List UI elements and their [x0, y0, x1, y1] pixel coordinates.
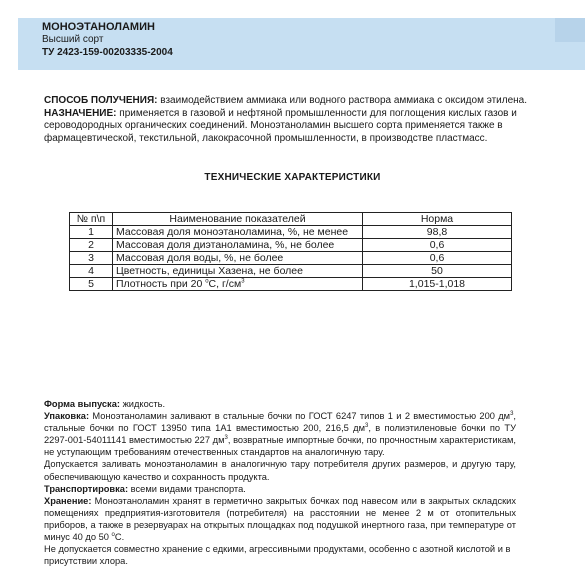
packaging-label: Упаковка: — [44, 411, 90, 422]
release-form-label: Форма выпуска: — [44, 399, 120, 409]
storage-note: Не допускается совместно хранение с едкими, агрессивными продуктами, особенно с азотной кислотой и в присутствии хлора. — [44, 544, 511, 567]
table-row — [70, 239, 512, 252]
header-name: Наименование показателей — [113, 213, 363, 226]
row-norm: 50 — [363, 265, 512, 278]
release-form — [44, 398, 516, 410]
spec-title: ТЕХНИЧЕСКИЕ ХАРАКТЕРИСТИКИ — [204, 172, 381, 183]
product-standard: ТУ 2423-159-00203335-2004 — [42, 47, 173, 58]
packaging-text: , стальные бочки по ГОСТ 13950 типа 1А1 вместимостью 200, 216,5 дм — [44, 411, 516, 434]
row-num: 2 — [70, 239, 113, 252]
row-num: 1 — [70, 226, 113, 239]
transport-label: Транспортировка: — [44, 483, 129, 494]
header-num: № п\п — [70, 213, 113, 226]
table-row — [70, 278, 512, 291]
packaging-text: , возвратные импортные бочки, по прочностным характеристикам, не уступающим требованиям отечественных стандартов на аналогичную тару. — [44, 435, 516, 458]
cubic-superscript: 3 — [224, 435, 228, 442]
purpose-text: применяется в газовой и нефтяной промышленности для поглощения кислых газов и сероводородных органических соединений. Моноэтаноламин высшего сорта применяется также в фармацевтической, текстильной, лакокрасочной промышленности, в производстве пластмасс. — [44, 107, 517, 144]
table-row — [70, 226, 512, 239]
row-name — [113, 278, 363, 291]
row-name: Массовая доля моноэтаноламина, %, не менее — [113, 226, 363, 239]
storage-text: С. — [114, 532, 125, 543]
row-num: 5 — [70, 278, 113, 291]
degree-mark: о — [205, 278, 209, 285]
purpose-label: НАЗНАЧЕНИЕ: — [44, 107, 117, 119]
transport-text: всеми видами транспорта. — [128, 483, 246, 494]
packaging-extra: Допускается заливать моноэтаноламин в аналогичную тару потребителя других размеров, и другую тару, обеспечивающую качество и сохранность продукта. — [44, 459, 516, 482]
table-row — [70, 252, 512, 265]
row-num: 4 — [70, 265, 113, 278]
storage-text: Моноэтаноламин хранят в герметично закрытых бочках под навесом или в закрытых складских помещениях предприятия-изготовителя (потребителя) на расстоянии не менее 2 м от отопительных приборов, а также в резервуарах на открытых площадках под подушкой инертного газа, при температуре от минус 40 до 50 — [44, 495, 516, 543]
packaging — [44, 410, 516, 458]
production-method — [44, 95, 564, 108]
product-grade: Высший сорт — [42, 34, 104, 45]
banner-tab-decoration — [555, 18, 585, 42]
density-text: Плотность при 20 — [116, 278, 206, 290]
cubic-superscript: 3 — [510, 411, 514, 417]
header-norm: Норма — [363, 213, 512, 226]
row-norm: 0,6 — [363, 252, 512, 265]
product-title: МОНОЭТАНОЛАМИН — [42, 21, 155, 33]
storage — [44, 495, 516, 543]
spec-table — [69, 212, 512, 291]
table-row — [70, 265, 512, 278]
release-form-text: жидкость. — [119, 399, 166, 409]
row-name: Массовая доля воды, %, не более — [113, 252, 363, 265]
bottom-section — [44, 398, 516, 567]
spec-header-row — [70, 213, 512, 226]
row-norm: 98,8 — [363, 226, 512, 239]
purpose — [44, 108, 564, 146]
cubic-superscript: 3 — [241, 278, 245, 285]
row-name: Цветность, единицы Хазена, не более — [113, 265, 363, 278]
row-norm: 0,6 — [363, 239, 512, 252]
degree-mark: о — [111, 531, 115, 538]
density-unit: С, г/см — [208, 278, 242, 290]
header-banner — [18, 18, 585, 70]
row-norm: 1,015-1,018 — [363, 278, 512, 291]
production-method-text: взаимодействием аммиака или водного раствора аммиака с оксидом этилена. — [157, 95, 528, 106]
transport — [44, 483, 516, 495]
packaging-text: Моноэтаноламин заливают в стальные бочки по ГОСТ 6247 типов 1 и 2 вместимостью 200 дм — [89, 411, 511, 422]
cubic-superscript: 3 — [364, 423, 369, 430]
production-method-label: СПОСОБ ПОЛУЧЕНИЯ: — [44, 95, 158, 106]
row-name: Массовая доля диэтаноламина, %, не более — [113, 239, 363, 252]
row-num: 3 — [70, 252, 113, 265]
packaging-text: , в полиэтиленовые бочки по ТУ 2297-001-54011141 вместимостью 227 дм — [44, 423, 516, 446]
storage-label: Хранение: — [44, 495, 92, 506]
intro-section — [44, 95, 564, 145]
